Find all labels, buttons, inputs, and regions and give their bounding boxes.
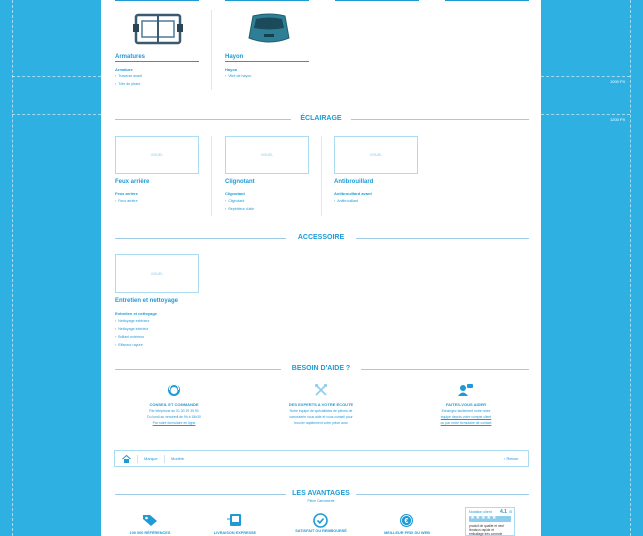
breadcrumb-separator [137,455,138,463]
category-title: Armatures [115,54,146,60]
breadcrumb-modele[interactable]: Modèle [171,456,185,461]
list-item[interactable]: › Antibrouillard [334,199,359,203]
list-item[interactable]: › Répétiteur d'aile [225,207,255,211]
subcategory-title[interactable]: Clignotant [225,191,245,196]
list-item[interactable]: › Clignotant [225,199,245,203]
category-hayon[interactable] [225,10,309,90]
list-item[interactable]: › Nettoyage intérieur [115,327,149,331]
review-label: Notation client [469,510,492,514]
help-text: carrosserie vous aide et vous conseil pour [289,415,353,419]
image-placeholder: VISUEL [115,254,199,293]
review-score: 4.1 [500,509,507,515]
guide-line [12,114,101,115]
image-placeholder: VISUEL [115,136,199,174]
category-title: Feux arrière [115,179,150,185]
category-title: Antibrouillard [334,179,374,185]
image-placeholder: VISUEL [334,136,418,174]
hayon-image [247,12,291,46]
divider [445,0,529,1]
content-page [101,0,541,536]
contact-form-link[interactable]: ou par notre formulaire de contact [440,421,492,425]
advantage-title: LIVRAISON EXPRESSE [213,531,257,535]
help-text: Notre équipe de spécialistes de pièces de [289,409,353,413]
guide-line [541,114,630,115]
review-text: livraison rapide et [469,528,494,532]
guide-label: 1000 PX [610,79,626,84]
section-subtitle: Pièce Carrosserie [307,499,335,503]
stars-icon: ★★★★★ [470,515,498,521]
category-antibrouillard[interactable] [334,136,420,216]
list-item[interactable]: › Effaceur rayure [115,343,143,347]
divider [115,0,199,1]
account-link[interactable]: équipe depuis votre compte client [440,415,492,419]
guide-line-right [630,0,631,536]
breadcrumb [114,450,529,467]
category-title: Entretien et nettoyage [115,298,179,304]
list-item[interactable]: › Brillant extérieur [115,335,145,339]
review-text: produit de qualité et neuf [469,524,505,528]
list-item[interactable]: › Traverse avant [115,74,143,78]
contact-form-link[interactable]: Par notre formulaire en ligne [152,421,196,425]
armature-image [133,12,183,46]
category-feux-arriere[interactable] [115,136,201,216]
fast-delivery-icon [227,513,243,527]
help-title: CONSEIL ET COMMANDE [149,402,199,407]
category-entretien[interactable] [115,254,205,349]
section-title-accessoire: ACCESSOIRE [286,234,356,241]
section-title-eclairage: ÉCLAIRAGE [291,115,351,122]
section-title-avantages: LES AVANTAGES [286,490,356,497]
tags-icon [142,513,158,527]
category-armatures[interactable] [115,10,199,90]
help-text: trouver rapidement votre pièce auto [294,421,348,425]
headset-icon [167,383,181,397]
star-rating [469,516,511,522]
list-item[interactable]: › Vitré de hayon [225,74,252,78]
subcategory-title[interactable]: Armature [115,67,133,72]
breadcrumb-separator [164,455,165,463]
breadcrumb-marque[interactable]: Marque [144,456,158,461]
section-title-aide: BESOIN D'AIDE ? [281,365,361,372]
euro-icon [399,513,414,528]
check-circle-icon [313,513,328,528]
help-text: Echangez facilement notre notre [441,409,491,413]
guide-line [12,76,101,77]
help-title: DES EXPERTS A VOTRE ÉCOUTE [288,402,354,407]
help-text: Par téléphone au 01 30 29 35 90 [149,409,199,413]
guide-label: 1200 PX [610,117,626,122]
subcategory-title[interactable]: Antibrouillard avant [334,191,372,196]
guide-line-left [12,0,13,536]
advantage-title: SATISFAIT OU REMBOURSÉ [295,529,347,533]
list-item[interactable]: › Tôle de phare [115,82,141,86]
home-icon[interactable] [122,455,131,463]
tools-icon [314,383,328,397]
divider [115,61,199,62]
divider [225,61,309,62]
divider [211,10,212,90]
subcategory-title[interactable]: Entretien et nettoyage [115,311,158,316]
subcategory-title[interactable]: Hayon [225,67,238,72]
category-clignotant[interactable] [225,136,311,216]
help-title: FAITES-VOUS AIDER [445,402,487,407]
divider [211,136,212,216]
advantage-title: MEILLEUR PRIX DU WEB [384,531,430,535]
list-item[interactable]: › Feux arrière [115,199,138,203]
review-score-max: /5 [509,510,512,514]
category-title: Clignotant [225,179,255,185]
review-text: emballage très correcte [469,532,503,536]
divider [335,0,419,1]
category-title: Hayon [225,54,244,60]
image-placeholder: VISUEL [225,136,309,174]
support-chat-icon [458,383,473,397]
customer-review-widget[interactable] [465,507,515,536]
subcategory-title[interactable]: Feux arrière [115,191,138,196]
help-text: Du lundi au vendredi de 9h à 18h30 [147,415,201,419]
list-item[interactable]: › Nettoyage extérieur [115,319,150,323]
advantage-title: 100 000 RÉFÉRENCES [129,531,171,535]
divider [321,136,322,216]
svg-text:€: € [404,518,409,525]
divider [225,0,309,1]
guide-line [541,76,630,77]
back-link[interactable]: ‹ Retour [504,456,519,461]
